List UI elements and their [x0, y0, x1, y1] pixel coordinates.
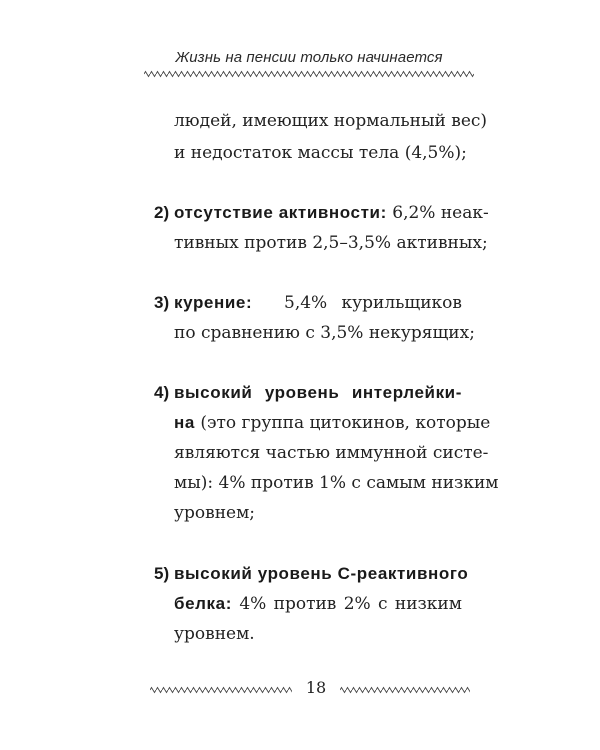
list-item-2-line-1 [174, 203, 489, 223]
list-item-5-line-1 [174, 564, 469, 584]
list-item-4-line-5: уровнем; [174, 503, 256, 523]
continuation-line-2: и недостаток массы тела (4,5%); [174, 143, 467, 163]
list-number-2: 2) [154, 203, 170, 222]
list-item-3-percent: 5,4% [284, 293, 328, 313]
footer-ornament-right [340, 686, 470, 694]
list-item-2-text: 6,2% неак- [386, 203, 489, 223]
list-item-5-line-2 [174, 594, 462, 614]
list-item-4-bold-1: высокий уровень интерлейки- [174, 383, 462, 402]
list-item-3-line-2: по сравнению с 3,5% некурящих; [174, 323, 475, 343]
list-item-2-bold: отсутствие активности: [174, 203, 387, 222]
footer-ornament-right-pattern [340, 686, 470, 694]
footer-ornament-left-pattern [150, 686, 292, 694]
list-item-3-bold: курение: [174, 293, 253, 312]
list-number-3: 3) [154, 293, 170, 312]
header-ornament [144, 70, 474, 78]
running-head: Жизнь на пенсии только начинается [175, 49, 443, 66]
list-item-4-line-3: являются частью иммунной систе- [174, 443, 489, 463]
footer-ornament-left [150, 686, 292, 694]
list-item-5-bold-1: высокий уровень С-реактивного [174, 564, 469, 583]
list-item-3-smokers: курильщиков [341, 293, 462, 313]
list-item-4-bold-2: на [174, 413, 195, 432]
list-item-4-line-1 [174, 383, 462, 403]
continuation-line-1: людей, имеющих нормальный вес) [174, 111, 488, 131]
page-number: 18 [305, 678, 327, 697]
list-item-2-line-2: тивных против 2,5–3,5% активных; [174, 233, 488, 253]
list-item-5-text: 4% против 2% с низким [231, 594, 462, 614]
list-number-5: 5) [154, 564, 170, 583]
list-item-4-line-4: мы): 4% против 1% с самым низким [174, 473, 499, 493]
list-item-4-line-2 [174, 413, 491, 433]
list-item-4-text: (это группа цитокинов, которые [194, 413, 491, 433]
list-item-3-line-1 [174, 293, 462, 313]
list-number-4: 4) [154, 383, 170, 402]
header-ornament-pattern [144, 70, 474, 78]
list-item-5-line-3: уровнем. [174, 624, 255, 644]
list-item-5-bold-2: белка: [174, 594, 232, 613]
